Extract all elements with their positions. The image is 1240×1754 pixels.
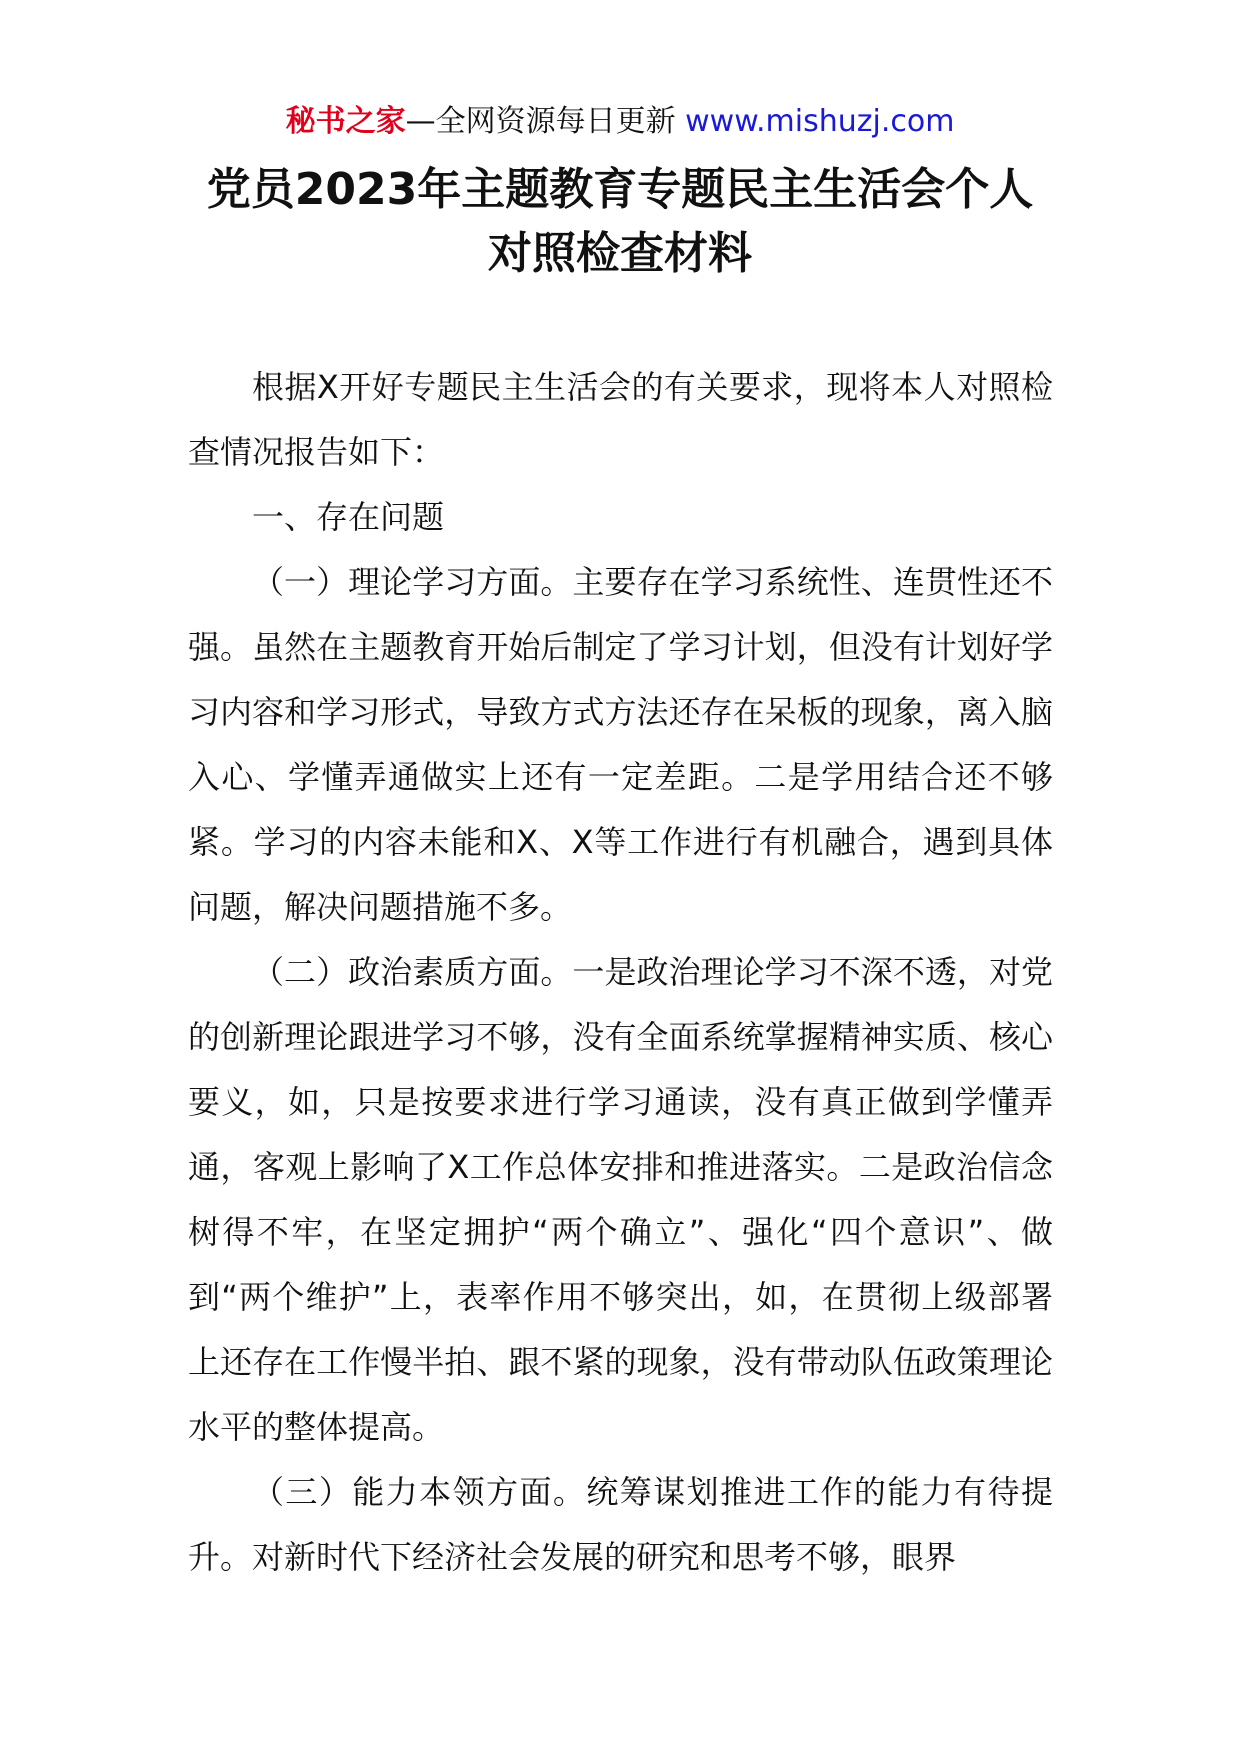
title-line-2: 对照检查材料 xyxy=(488,228,752,279)
intro-paragraph: 根据X开好专题民主生活会的有关要求，现将本人对照检查情况报告如下： xyxy=(188,368,1053,471)
document-title xyxy=(150,158,1090,286)
site-header xyxy=(0,100,1240,144)
header-tagline: —全网资源每日更新 xyxy=(405,104,676,139)
site-url-link[interactable]: www.mishuzj.com xyxy=(685,104,955,139)
title-line-1: 党员2023年主题教育专题民主生活会个人 xyxy=(206,164,1034,215)
document-body xyxy=(188,355,1053,1590)
paragraph-ability: （三）能力本领方面。统筹谋划推进工作的能力有待提升。对新时代下经济社会发展的研究和思考不够，眼界 xyxy=(188,1473,1053,1576)
paragraph-political-quality: （二）政治素质方面。一是政治理论学习不深不透，对党的创新理论跟进学习不够，没有全面系统掌握精神实质、核心要义，如，只是按要求进行学习通读，没有真正做到学懂弄通，客观上影响了X工作总体安排和推进落实。二是政治信念树得不牢，在坚定拥护“两个确立”、强化“四个意识”、做到“两个维护”上，表率作用不够突出，如，在贯彻上级部署上还存在工作慢半拍、跟不紧的现象，没有带动队伍政策理论水平的整体提高。 xyxy=(188,953,1053,1446)
brand-name: 秘书之家 xyxy=(285,104,406,139)
section-heading-problems: 一、存在问题 xyxy=(252,498,445,536)
paragraph-theory-study: （一）理论学习方面。主要存在学习系统性、连贯性还不强。虽然在主题教育开始后制定了学习计划，但没有计划好学习内容和学习形式，导致方式方法还存在呆板的现象，离入脑入心、学懂弄通做实上还有一定差距。二是学用结合还不够紧。学习的内容未能和X、X等工作进行有机融合，遇到具体问题，解决问题措施不多。 xyxy=(188,563,1053,926)
